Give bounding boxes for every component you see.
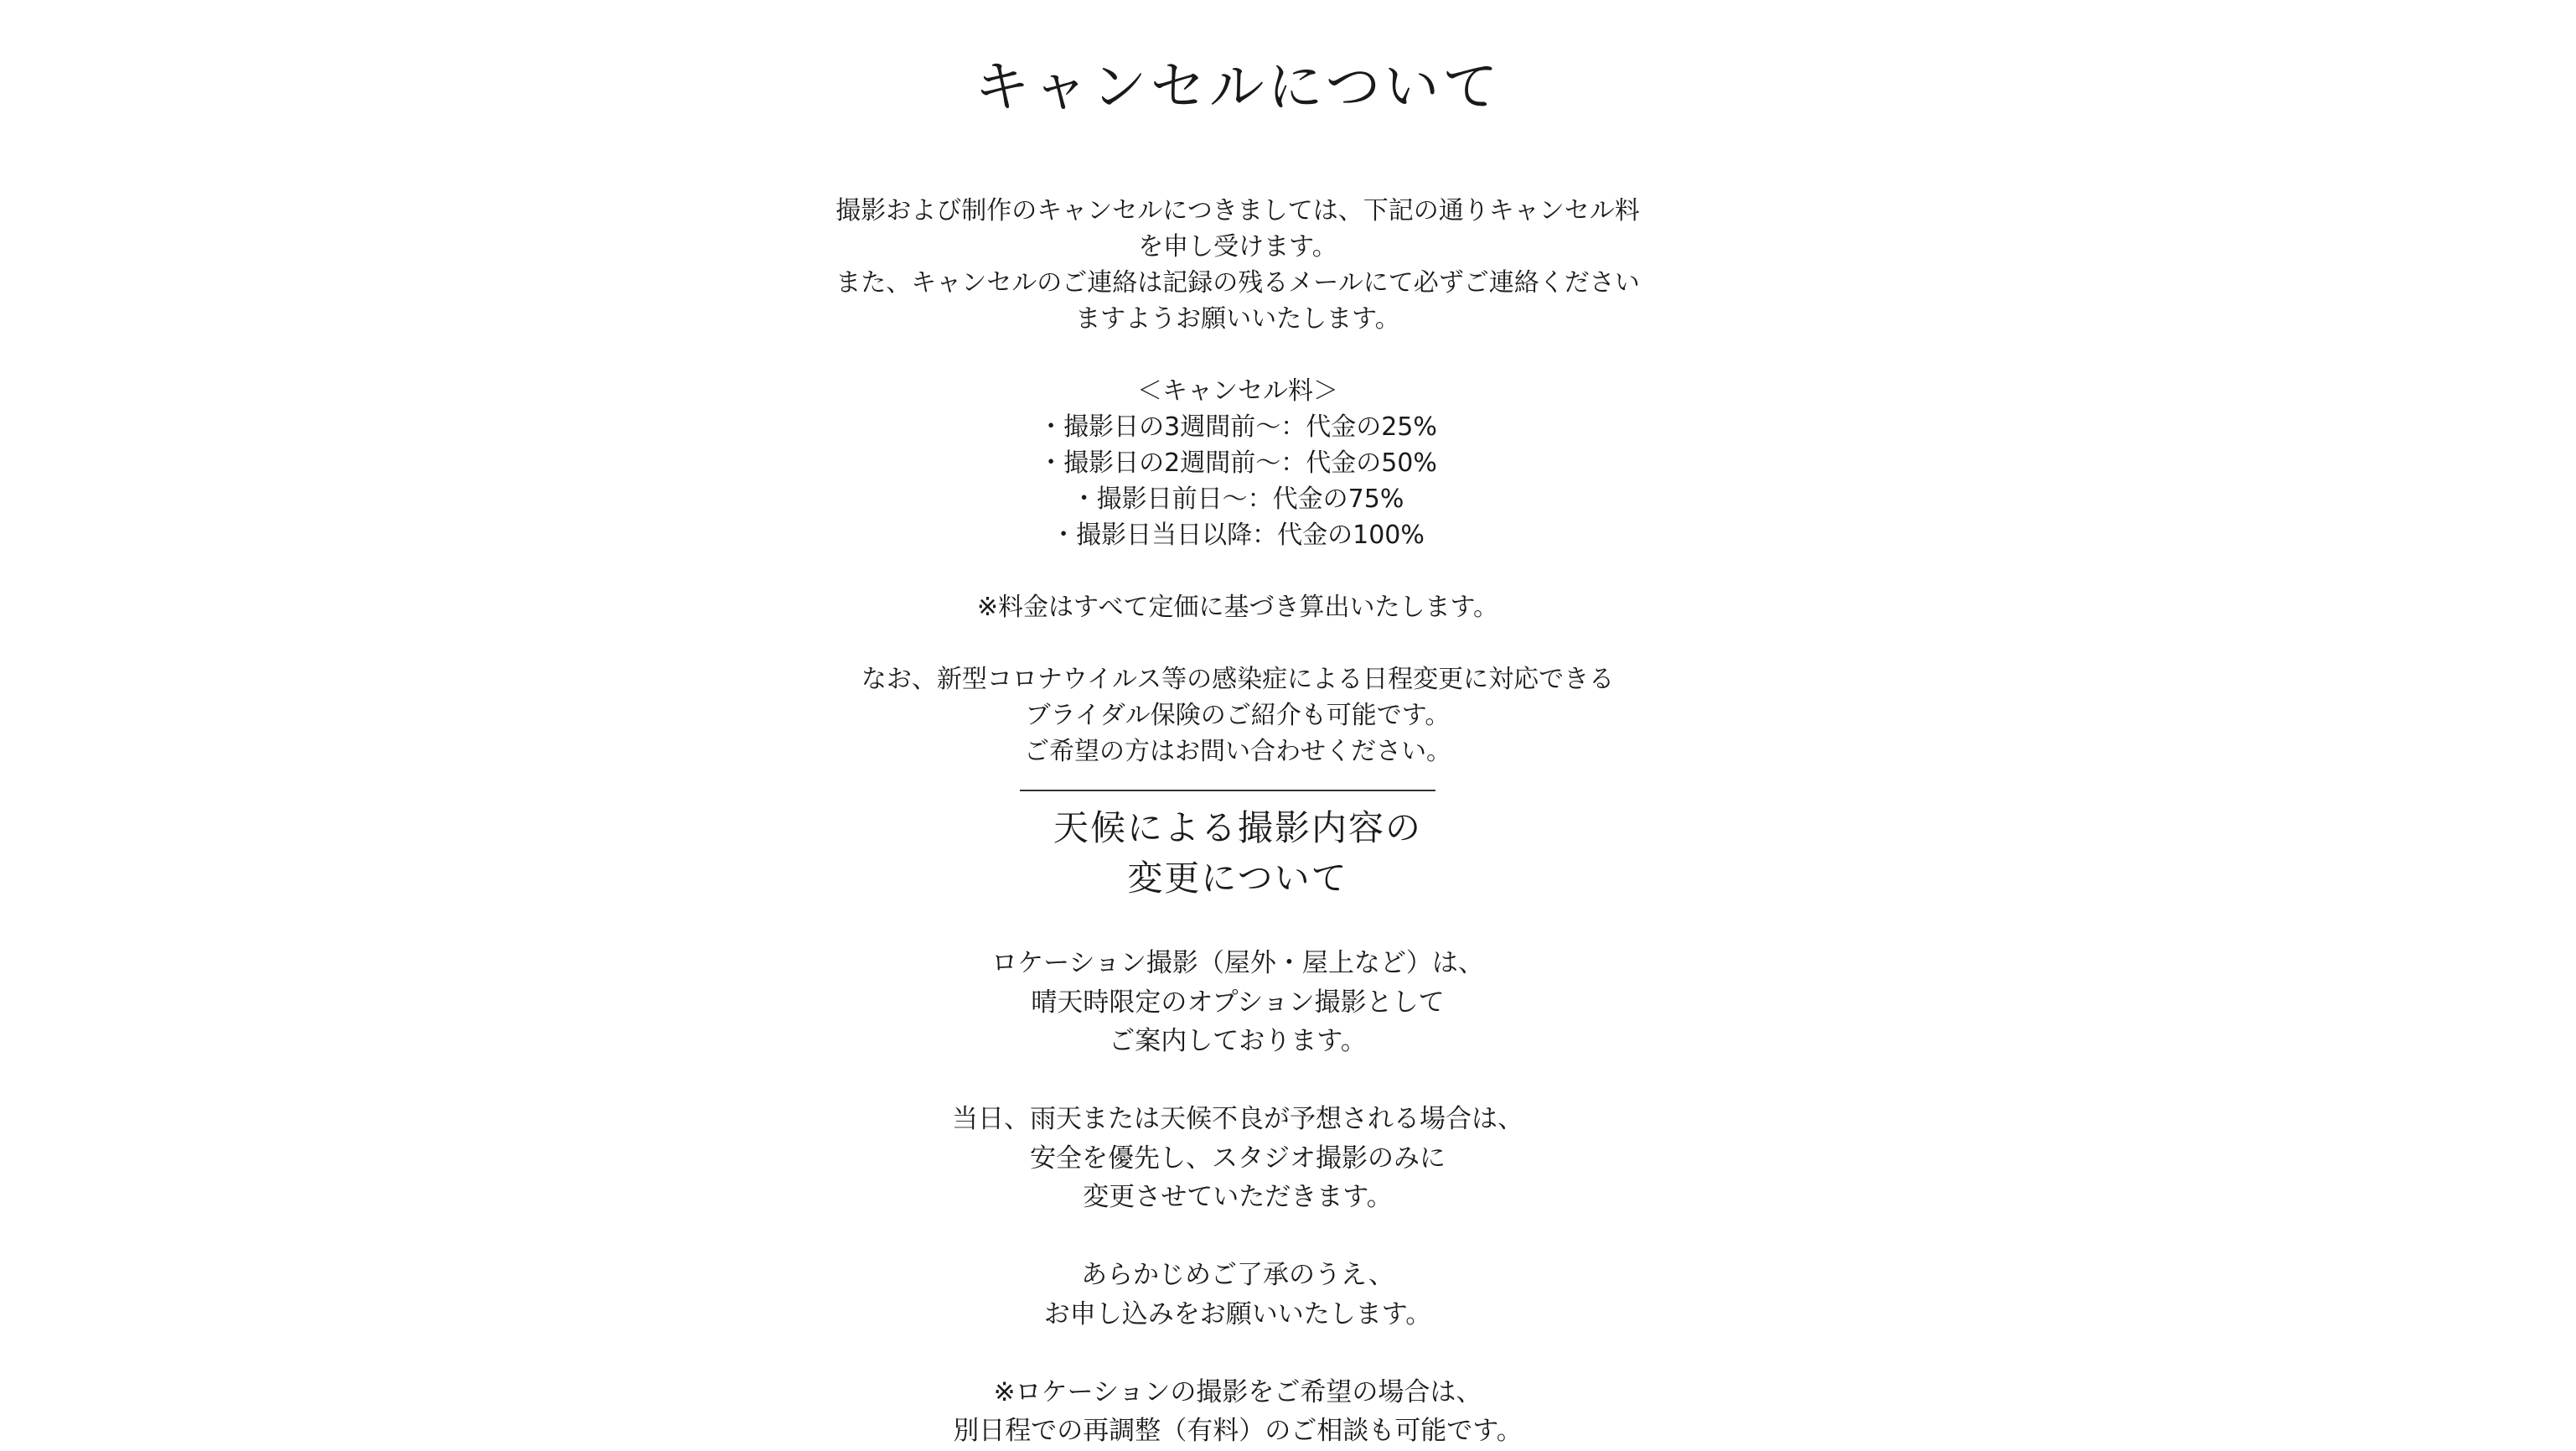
- fee-item: ・撮影日前日〜：代金の75%: [1071, 485, 1404, 514]
- intro-line: また、キャンセルのご連絡は記録の残るメールにて必ずご連絡ください: [835, 268, 1640, 298]
- consent-line: あらかじめご了承のうえ、: [1081, 1260, 1394, 1290]
- spacer: [785, 553, 1690, 589]
- fee-item: ・撮影日の2週間前〜：代金の50%: [1038, 448, 1437, 478]
- rain-line: 当日、雨天または天候不良が予想される場合は、: [952, 1104, 1523, 1134]
- intro-line: 撮影および制作のキャンセルにつきましては、下記の通りキャンセル料: [835, 196, 1640, 225]
- section-divider: [1020, 790, 1435, 791]
- insurance-line: ブライダル保険のご紹介も可能です。: [1025, 701, 1451, 730]
- cancel-policy-section: [785, 193, 1690, 770]
- fee-note: ※料金はすべて定価に基づき算出いたします。: [976, 593, 1499, 622]
- intro-line: を申し受けます。: [1138, 232, 1337, 262]
- spacer: [785, 625, 1690, 661]
- consent-line: お申し込みをお願いいたします。: [1043, 1298, 1432, 1329]
- fee-item: ・撮影日の3週間前〜：代金の25%: [1038, 412, 1437, 442]
- reschedule-line: ※ロケーションの撮影をご希望の場合は、: [993, 1376, 1482, 1407]
- rain-line: 安全を優先し、スタジオ撮影のみに: [1030, 1143, 1446, 1174]
- location-line: 晴天時限定のオプション撮影として: [1031, 987, 1445, 1018]
- fee-heading: ＜キャンセル料＞: [1137, 376, 1338, 406]
- spacer: [785, 1061, 1690, 1101]
- spacer: [785, 337, 1690, 373]
- location-line: ロケーション撮影（屋外・屋上など）は、: [991, 948, 1484, 978]
- intro-line: ますようお願いいたします。: [1075, 304, 1400, 334]
- weather-title-line: 変更について: [1127, 858, 1348, 899]
- page-title: キャンセルについて: [974, 54, 1502, 119]
- location-line: ご案内しております。: [1109, 1026, 1367, 1056]
- fee-item: ・撮影日当日以降：代金の100%: [1051, 521, 1425, 550]
- reschedule-line: 別日程での再調整（有料）のご相談も可能です。: [953, 1416, 1523, 1446]
- insurance-line: なお、新型コロナウイルス等の感染症による日程変更に対応できる: [861, 665, 1615, 694]
- spacer: [785, 1334, 1690, 1373]
- weather-title-line: 天候による撮影内容の: [1053, 807, 1422, 848]
- spacer: [785, 1217, 1690, 1257]
- weather-section-title: [785, 803, 1690, 904]
- insurance-line: ご希望の方はお問い合わせください。: [1024, 737, 1451, 766]
- rain-line: 変更させていただきます。: [1083, 1182, 1393, 1212]
- weather-policy-section: [785, 944, 1690, 1451]
